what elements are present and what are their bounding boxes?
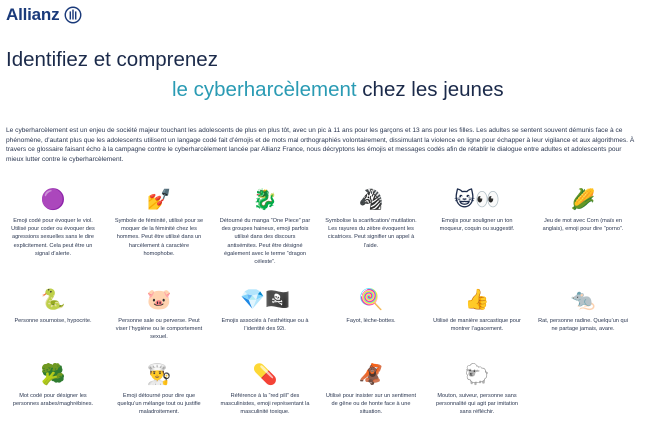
glossary-description: Personne sale ou perverse. Peut viser l’hygiène ou le comportement sexuel. [115,318,203,341]
glossary-description: Détourné du manga “One Piece” par des groupes haineux, emoji parfois utilisé dans des discours antisémites. Peut être désigné également avec le terme “dragon céleste”. [219,218,311,266]
purple-circle-icon: 🟣 [40,187,66,211]
page-title: Identifiez et comprenez [6,48,218,71]
corn-icon: 🌽 [570,187,596,211]
page-subtitle [172,80,504,101]
intro-paragraph: Le cyberharcèlement est un enjeu de société majeur touchant les adolescents de plus en plus tôt, avec un pic à 11 ans pour les garçons et 13 ans pour les filles. Les adultes se sentent souvent démunis face à ce phénomène, d’autant plus que les adolescents utilisent un langage codé fait d’émojis et de mots mal orthographiés volontairement, dissimulant la violence en ligne pour échapper à leur vigilance et aux algorithmes. À travers ce glossaire faisant écho à la campagne contre le cyberharcèlement lancée par Allianz France, nous décryptons les émojis et messages codés afin de rétablir le dialogue entre adultes et adolescents pour mieux lutter contre le cyberharcèlement. [6,127,635,163]
broccoli-icon: 🥦 [40,362,66,386]
sheep-icon: 🐑 [464,362,490,386]
glossary-description: Mouton, suiveur, personne sans personnalité qui agit par imitation sans réfléchir. [435,393,519,416]
nail-polish-icon: 💅 [146,187,172,211]
glossary-item [319,361,423,417]
brand-logo-text[interactable]: Allianz [6,5,60,24]
glossary-description: Emoji détourné pour dire que quelqu’un mélange tout ou justifie maladroitement. [117,393,201,416]
glossary-item [213,186,317,266]
glossary-description: Emojis associés à l’esthétique ou à l’identité des 92i. [221,318,309,333]
header [6,4,82,26]
pill-icon: 💊 [252,362,278,386]
glossary-item [213,286,317,333]
glossary-item [1,361,105,408]
rat-icon: 🐀 [570,287,596,311]
glossary-description: Personne sournoise, hypocrite. [14,318,92,324]
glossary-description: Référence à la “red pill” des masculinistes, emoji représentant la masculinité toxique. [220,393,310,416]
glossary-description: Emojis pour souligner un ton moqueur, coquin ou suggestif. [439,218,515,233]
glossary-description: Jeu de mot avec Corn (maïs en anglais), emoji pour dire “porno”. [542,218,624,233]
glossary-item [107,186,211,258]
cat-eyes-icon: 😺👀 [454,187,500,211]
glossary-description: Utilisé pour insister sur un sentiment de gêne ou de honte face à une situation. [325,393,417,416]
dragon-icon: 🐉 [252,187,278,211]
allianz-logo-icon[interactable] [64,6,82,24]
glossary-item [1,286,105,325]
glossary-description: Symbole de féminité, utilisé pour se moquer de la féminité chez les hommes. Peut être utilisé dans un harcèlement à caractère homophobe. [114,218,204,257]
glossary-item [425,186,529,233]
subtitle-rest: chez les jeunes [356,78,504,101]
diamond-pirate-flag-icon: 💎🏴‍☠️ [240,287,290,311]
glossary-description: Mot codé pour désigner les personnes arabes/maghrébines. [12,393,94,408]
glossary-item [107,286,211,342]
zebra-icon: 🦓 [358,187,384,211]
glossary-item [213,361,317,417]
snake-icon: 🐍 [40,287,66,311]
orangutan-icon: 🦧 [358,362,384,386]
glossary-description: Utilisé de manière sarcastique pour montrer l’agacement. [433,318,521,333]
glossary-description: Fayot, lèche-bottes. [346,318,396,324]
lollipop-icon: 🍭 [358,287,384,311]
glossary-description: Rat, personne radine. Quelqu’un qui ne partage jamais, avare. [538,318,628,333]
glossary-description: Symbolise la scarification/ mutilation. Les rayures du zèbre évoquent les cicatrices. Peut signifier un appel à l’aide. [325,218,417,249]
glossary-item [425,361,529,417]
glossary-item [319,186,423,250]
subtitle-accent: le cyberharcèlement [172,78,357,101]
glossary-item [1,186,105,258]
glossary-item [531,286,635,333]
glossary-description: Emoji codé pour évoquer le viol. Utilisé pour coder ou évoquer des agressions sexuelles sans le dire explicitement. Cela peut être un signal d’alerte. [11,218,95,257]
glossary-item [107,361,211,417]
glossary-item [319,286,423,325]
glossary-item [425,286,529,333]
glossary-item [531,186,635,233]
thumbs-up-icon: 👍 [464,287,490,311]
pig-icon: 🐷 [146,287,172,311]
cook-icon: 👨‍🍳 [146,362,172,386]
